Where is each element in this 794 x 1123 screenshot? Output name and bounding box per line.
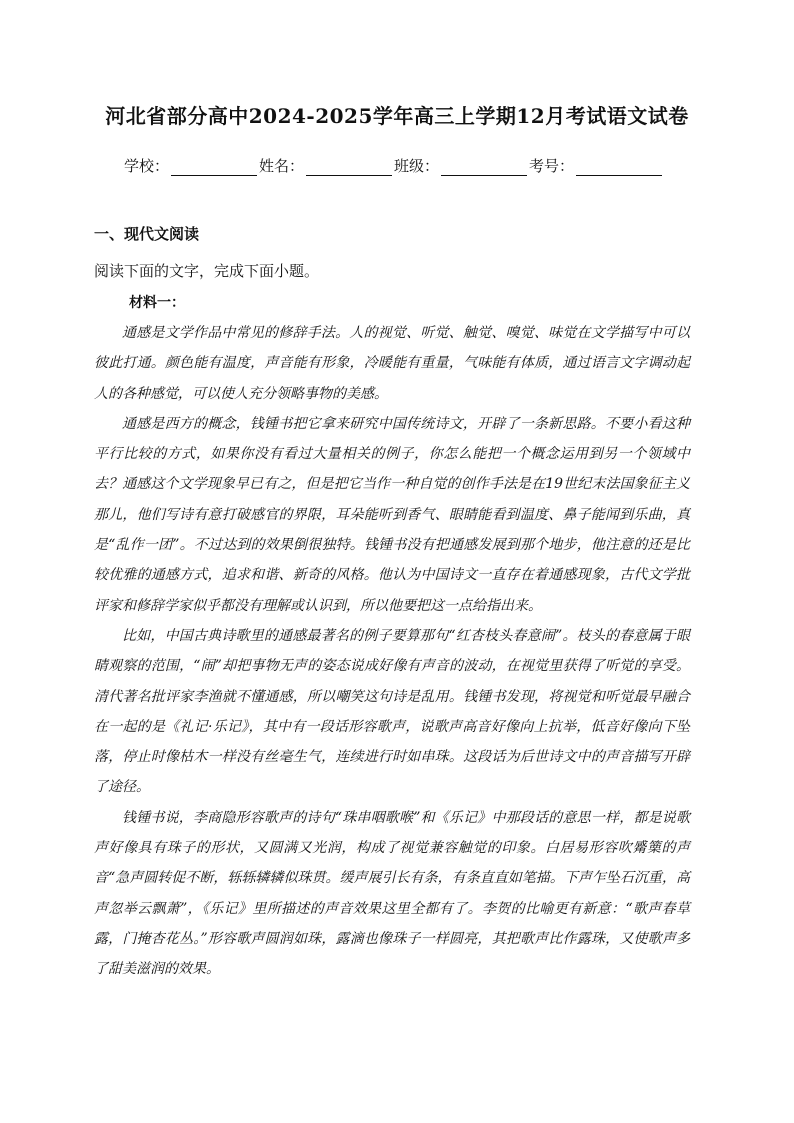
class-label: 班级：: [394, 157, 440, 175]
exam-number-label: 考号：: [529, 157, 575, 175]
paragraph: 钱锺书说，李商隐形容歌声的诗句“珠串咽歌喉”和《乐记》中那段话的意思一样，都是说歌声好像具有珠子的形状，又圆满又光润，构成了视觉兼容触觉的印象。白居易形容吹觱篥的声音“急声圆转促不断，轹轹辚辚似珠贯。缓声展引长有条，有条直直如笔描。下声乍坠石沉重，高声忽举云飘萧”，《乐记》里所描述的声音效果这里全都有了。李贺的比喻更有新意：“歌声春草露，门掩杏花丛。”形容歌声圆润如珠，露滴也像珠子一样圆亮，其把歌声比作露珠，又使歌声多了甜美滋润的效果。: [94, 809, 690, 978]
section-heading: 一、现代文阅读: [94, 225, 200, 243]
name-blank: [306, 157, 392, 176]
school-field: [124, 155, 259, 176]
exam-title: 河北省部分高中2024-2025学年高三上学期12月考试语文试卷: [105, 104, 689, 128]
class-field: [394, 155, 529, 176]
exam-number-field: [529, 155, 664, 176]
reading-instruction: 阅读下面的文字，完成下面小题。: [94, 262, 320, 280]
exam-number-blank: [576, 157, 662, 176]
school-label: 学校：: [124, 157, 170, 175]
reading-passage: [94, 318, 690, 985]
school-blank: [171, 157, 257, 176]
paragraph: 通感是西方的概念，钱锺书把它拿来研究中国传统诗文，开辟了一条新思路。不要小看这种平行比较的方式，如果你没有看过大量相关的例子，你怎么能把一个概念运用到另一个领域中去？通感这个文学现象早已有之，但是把它当作一种自觉的创作手法是在19世纪末法国象征主义那儿，他们写诗有意打破感官的界限，耳朵能听到香气、眼睛能看到温度、鼻子能闻到乐曲，真是“乱作一团”。不过达到的效果倒很独特。钱锺书没有把通感发展到那个地步，他注意的还是比较优雅的通感方式，追求和谐、新奇的风格。他认为中国诗文一直存在着通感现象，古代文学批评家和修辞学家似乎都没有理解或认识到，所以他要把这一点给指出来。: [94, 415, 690, 614]
student-info-row: [124, 152, 684, 176]
paragraph: 通感是文学作品中常见的修辞手法。人的视觉、听觉、触觉、嗅觉、味觉在文学描写中可以彼此打通。颜色能有温度，声音能有形象，冷暖能有重量，气味能有体质，通过语言文字调动起人的各种感觉，可以使人充分领略事物的美感。: [94, 325, 690, 402]
name-label: 姓名：: [259, 157, 305, 175]
class-blank: [441, 157, 527, 176]
name-field: [259, 155, 394, 176]
material-label: 材料一：: [129, 295, 185, 311]
paragraph: 比如，中国古典诗歌里的通感最著名的例子要算那句“红杏枝头春意闹”。枝头的春意属于眼睛观察的范围，“闹”却把事物无声的姿态说成好像有声音的波动，在视觉里获得了听觉的享受。清代著名批评家李渔就不懂通感，所以嘲笑这句诗是乱用。钱锺书发现，将视觉和听觉最早融合在一起的是《礼记·乐记》，其中有一段话形容歌声，说歌声高音好像向上抗举，低音好像向下坠落，停止时像枯木一样没有丝毫生气，连续进行时如串珠。这段话为后世诗文中的声音描写开辟了途径。: [94, 627, 690, 796]
